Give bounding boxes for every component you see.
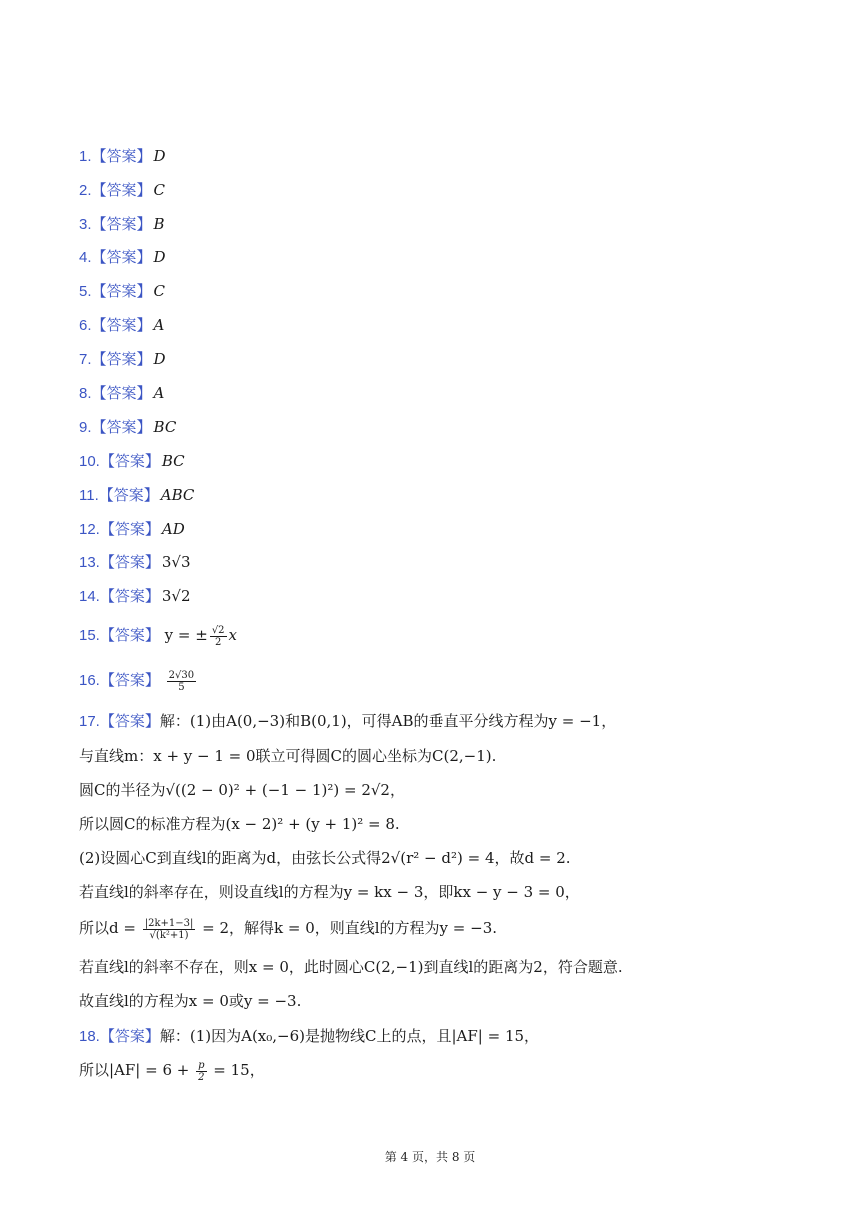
math-expression: y = ±	[164, 626, 208, 644]
solution-17-line: 圆C的半径为√((2 − 0)² + (−1 − 1)²) = 2√2，	[79, 781, 405, 799]
answer-item: 10.【答案】 BC	[79, 452, 185, 470]
page-footer: 第 4 页，共 8 页	[384, 1150, 476, 1164]
solution-17-line: 若直线l的斜率存在，则设直线l的方程为y = kx − 3，即kx − y − 3 = 0，	[79, 883, 580, 901]
fraction: $\frac{2√30}{5}$	[168, 669, 195, 693]
answer-item: 8.【答案】 A	[79, 384, 165, 402]
solution-17-line: 与直线m：x + y − 1 = 0联立可得圆C的圆心坐标为C(2,−1).	[79, 747, 497, 765]
solution-17-line: 若直线l的斜率不存在，则x = 0，此时圆心C(2,−1)到直线l的距离为2，符合题意.	[79, 958, 623, 976]
solution-17-line: 故直线l的方程为x = 0或y = −3.	[79, 992, 302, 1010]
solution-18-line: 18.【答案】解：(1)因为A(x₀,−6)是抛物线C上的点，且|AF| = 15，	[79, 1027, 540, 1045]
solution-17-distance: 所以d = $\frac{|2k+1-3|}{\text{√(k²+1)}}$ = 2，解得k = 0，则直线l的方程为y = −3.	[79, 917, 498, 941]
solution-17-line: 所以圆C的标准方程为(x − 2)² + (y + 1)² = 8.	[79, 815, 400, 833]
answer-item: 11.【答案】 ABC	[79, 486, 195, 504]
solution-17-line: 17.【答案】解：(1)由A(0,−3)和B(0,1)，可得AB的垂直平分线方程为y = −1，	[79, 712, 617, 730]
fraction: $\frac{|2k+1-3|}{\text{√(k²+1)}}$	[144, 917, 194, 941]
answer-item: 6.【答案】 A	[79, 316, 165, 334]
solution-18-line: 所以|AF| = 6 + $\frac{p}{2}$ = 15，	[79, 1059, 265, 1083]
answer-item: 2.【答案】 C	[79, 181, 166, 199]
answer-item-15: 15.【答案】 y = ± $\frac{√2}{2}$ x	[79, 624, 238, 648]
answer-item: 7.【答案】 D	[79, 350, 166, 368]
fraction: $\frac{p}{2}$	[198, 1059, 205, 1083]
fraction: $\frac{√2}{2}$	[211, 624, 225, 648]
answer-item: 13.【答案】 3√3	[79, 553, 191, 571]
answer-item: 3.【答案】 B	[79, 215, 165, 233]
answer-item: 4.【答案】 D	[79, 248, 166, 266]
answer-item: 9.【答案】 BC	[79, 418, 177, 436]
answer-item: 5.【答案】 C	[79, 282, 166, 300]
solution-17-line: (2)设圆心C到直线l的距离为d，由弦长公式得2√(r² − d²) = 4，故d = 2.	[79, 849, 571, 867]
answer-item-16: 16.【答案】 $\frac{2√30}{5}$	[79, 669, 195, 693]
answer-item: 12.【答案】 AD	[79, 520, 185, 538]
answer-item: 1.【答案】 D	[79, 147, 166, 165]
answer-item: 14.【答案】 3√2	[79, 587, 191, 605]
